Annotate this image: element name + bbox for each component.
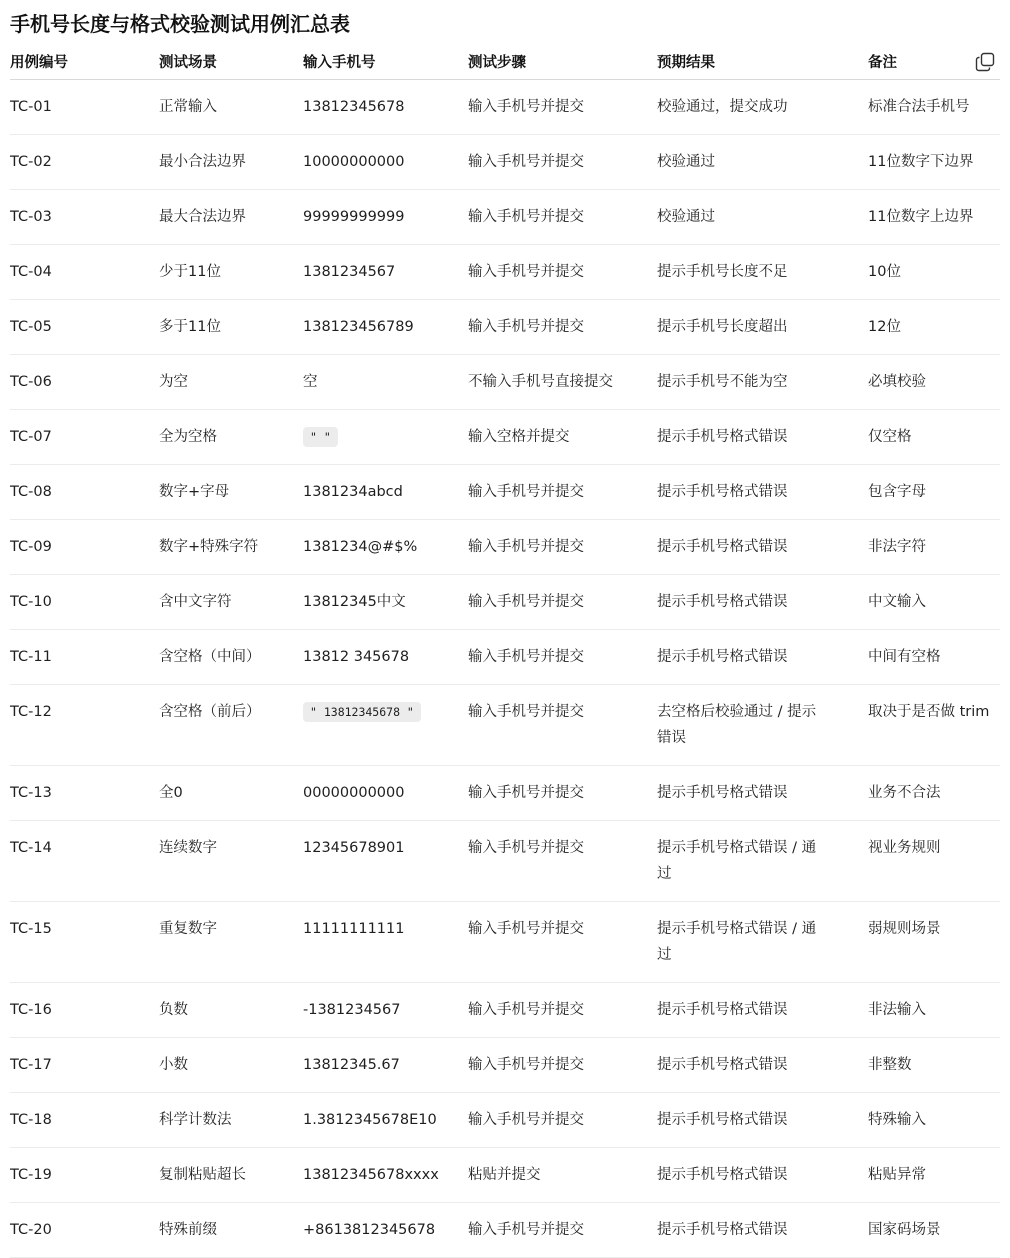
cell-expected xyxy=(657,1038,868,1093)
cell-case-id: TC-03 xyxy=(10,190,159,245)
cell-note: 必填校验 xyxy=(868,355,1000,410)
header-case-id: 用例编号 xyxy=(10,43,159,80)
cell-expected xyxy=(657,300,868,355)
page-title: 手机号长度与格式校验测试用例汇总表 xyxy=(10,12,350,36)
header-scenario: 测试场景 xyxy=(159,43,303,80)
cell-case-id: TC-17 xyxy=(10,1038,159,1093)
table-row xyxy=(10,300,1000,355)
expected-line: 提示手机号长度超出 xyxy=(657,319,788,335)
cell-expected xyxy=(657,1093,868,1148)
cell-case-id: TC-07 xyxy=(10,410,159,465)
cell-scenario: 含空格（前后） xyxy=(159,685,303,766)
table-row xyxy=(10,80,1000,135)
cell-input: 00000000000 xyxy=(303,766,468,821)
cell-note: 11位数字下边界 xyxy=(868,135,1000,190)
expected-line: 过 xyxy=(657,866,672,882)
cell-input: 1381234567 xyxy=(303,245,468,300)
cell-note: 标准合法手机号 xyxy=(868,80,1000,135)
cell-input: 99999999999 xyxy=(303,190,468,245)
expected-line: 提示手机号格式错误 xyxy=(657,1167,788,1183)
cell-input: 1.3812345678E10 xyxy=(303,1093,468,1148)
cell-expected xyxy=(657,135,868,190)
cell-input xyxy=(303,410,468,465)
expected-line: 提示手机号格式错误 / 通 xyxy=(657,921,817,937)
cell-input: 13812345中文 xyxy=(303,575,468,630)
cell-scenario: 特殊前缀 xyxy=(159,1203,303,1258)
cell-case-id: TC-06 xyxy=(10,355,159,410)
cell-note: 取决于是否做 trim xyxy=(868,685,1000,766)
table-row xyxy=(10,1148,1000,1203)
cell-steps: 输入手机号并提交 xyxy=(468,300,657,355)
header-steps: 测试步骤 xyxy=(468,43,657,80)
cell-steps: 输入空格并提交 xyxy=(468,410,657,465)
cell-scenario: 全0 xyxy=(159,766,303,821)
expected-line: 提示手机号不能为空 xyxy=(657,374,788,390)
expected-line: 提示手机号格式错误 xyxy=(657,649,788,665)
cell-case-id: TC-13 xyxy=(10,766,159,821)
cell-note: 中文输入 xyxy=(868,575,1000,630)
cell-case-id: TC-04 xyxy=(10,245,159,300)
cell-case-id: TC-02 xyxy=(10,135,159,190)
expected-line: 提示手机号格式错误 xyxy=(657,539,788,555)
table-row xyxy=(10,685,1000,766)
table-row xyxy=(10,821,1000,902)
cell-steps: 输入手机号并提交 xyxy=(468,821,657,902)
cell-input: 13812345.67 xyxy=(303,1038,468,1093)
cell-scenario: 连续数字 xyxy=(159,821,303,902)
cell-input: 10000000000 xyxy=(303,135,468,190)
cell-steps: 输入手机号并提交 xyxy=(468,766,657,821)
cell-note: 12位 xyxy=(868,300,1000,355)
cell-expected xyxy=(657,465,868,520)
cell-steps: 输入手机号并提交 xyxy=(468,465,657,520)
cell-case-id: TC-10 xyxy=(10,575,159,630)
cell-scenario: 负数 xyxy=(159,983,303,1038)
cell-expected xyxy=(657,1148,868,1203)
table-row xyxy=(10,245,1000,300)
cell-input xyxy=(303,685,468,766)
cell-expected xyxy=(657,983,868,1038)
expected-line: 去空格后校验通过 / 提示 xyxy=(657,704,817,720)
cell-note: 仅空格 xyxy=(868,410,1000,465)
cell-case-id: TC-15 xyxy=(10,902,159,983)
cell-scenario: 重复数字 xyxy=(159,902,303,983)
expected-line: 提示手机号格式错误 xyxy=(657,785,788,801)
input-code-value: " " xyxy=(303,427,338,447)
cell-scenario: 最小合法边界 xyxy=(159,135,303,190)
cell-expected xyxy=(657,821,868,902)
cell-note: 视业务规则 xyxy=(868,821,1000,902)
table-row xyxy=(10,1038,1000,1093)
cell-expected xyxy=(657,245,868,300)
cell-input: 11111111111 xyxy=(303,902,468,983)
cell-scenario: 全为空格 xyxy=(159,410,303,465)
cell-case-id: TC-01 xyxy=(10,80,159,135)
cell-steps: 输入手机号并提交 xyxy=(468,575,657,630)
table-row xyxy=(10,1203,1000,1258)
cell-expected xyxy=(657,355,868,410)
cell-case-id: TC-14 xyxy=(10,821,159,902)
cell-input: +8613812345678 xyxy=(303,1203,468,1258)
cell-steps: 输入手机号并提交 xyxy=(468,685,657,766)
cell-expected xyxy=(657,1203,868,1258)
expected-line: 提示手机号格式错误 xyxy=(657,1002,788,1018)
cell-input: 13812345678 xyxy=(303,80,468,135)
cell-note: 国家码场景 xyxy=(868,1203,1000,1258)
cell-scenario: 复制粘贴超长 xyxy=(159,1148,303,1203)
cell-input: 1381234abcd xyxy=(303,465,468,520)
cell-note: 非法输入 xyxy=(868,983,1000,1038)
cell-steps: 输入手机号并提交 xyxy=(468,80,657,135)
cell-note: 非整数 xyxy=(868,1038,1000,1093)
cell-case-id: TC-08 xyxy=(10,465,159,520)
cell-scenario: 多于11位 xyxy=(159,300,303,355)
expected-line: 提示手机号格式错误 xyxy=(657,1112,788,1128)
cell-expected xyxy=(657,630,868,685)
cell-steps: 粘贴并提交 xyxy=(468,1148,657,1203)
expected-line: 提示手机号格式错误 xyxy=(657,594,788,610)
cell-scenario: 含空格（中间） xyxy=(159,630,303,685)
cell-expected xyxy=(657,80,868,135)
cell-scenario: 含中文字符 xyxy=(159,575,303,630)
table-header-row xyxy=(10,43,1000,80)
expected-line: 提示手机号格式错误 xyxy=(657,1057,788,1073)
cell-scenario: 最大合法边界 xyxy=(159,190,303,245)
cell-steps: 输入手机号并提交 xyxy=(468,1038,657,1093)
header-expected: 预期结果 xyxy=(657,43,868,80)
test-case-table xyxy=(10,43,1000,1258)
cell-input: 13812 345678 xyxy=(303,630,468,685)
cell-input: -1381234567 xyxy=(303,983,468,1038)
table-row xyxy=(10,766,1000,821)
cell-note: 粘贴异常 xyxy=(868,1148,1000,1203)
cell-steps: 输入手机号并提交 xyxy=(468,902,657,983)
table-row xyxy=(10,465,1000,520)
cell-note: 业务不合法 xyxy=(868,766,1000,821)
table-row xyxy=(10,1093,1000,1148)
cell-case-id: TC-11 xyxy=(10,630,159,685)
cell-expected xyxy=(657,190,868,245)
cell-case-id: TC-09 xyxy=(10,520,159,575)
table-row xyxy=(10,410,1000,465)
cell-scenario: 科学计数法 xyxy=(159,1093,303,1148)
cell-input: 138123456789 xyxy=(303,300,468,355)
cell-case-id: TC-05 xyxy=(10,300,159,355)
expected-line: 提示手机号格式错误 xyxy=(657,1222,788,1238)
cell-case-id: TC-20 xyxy=(10,1203,159,1258)
cell-note: 非法字符 xyxy=(868,520,1000,575)
table-row xyxy=(10,575,1000,630)
cell-steps: 输入手机号并提交 xyxy=(468,983,657,1038)
table-row xyxy=(10,355,1000,410)
expected-line: 错误 xyxy=(657,730,686,746)
cell-expected xyxy=(657,902,868,983)
table-row xyxy=(10,630,1000,685)
cell-steps: 输入手机号并提交 xyxy=(468,1203,657,1258)
cell-scenario: 正常输入 xyxy=(159,80,303,135)
header-input: 输入手机号 xyxy=(303,43,468,80)
cell-expected xyxy=(657,766,868,821)
cell-input: 13812345678xxxx xyxy=(303,1148,468,1203)
table-row xyxy=(10,520,1000,575)
expected-line: 提示手机号格式错误 xyxy=(657,429,788,445)
cell-steps: 输入手机号并提交 xyxy=(468,630,657,685)
expected-line: 提示手机号格式错误 xyxy=(657,484,788,500)
expected-line: 校验通过，提交成功 xyxy=(657,99,788,115)
expected-line: 校验通过 xyxy=(657,209,715,225)
table-row xyxy=(10,902,1000,983)
cell-steps: 输入手机号并提交 xyxy=(468,135,657,190)
cell-steps: 输入手机号并提交 xyxy=(468,520,657,575)
cell-note: 弱规则场景 xyxy=(868,902,1000,983)
cell-expected xyxy=(657,685,868,766)
expected-line: 校验通过 xyxy=(657,154,715,170)
header-note: 备注 xyxy=(868,43,1000,80)
cell-steps: 输入手机号并提交 xyxy=(468,245,657,300)
cell-case-id: TC-19 xyxy=(10,1148,159,1203)
cell-note: 10位 xyxy=(868,245,1000,300)
cell-steps: 输入手机号并提交 xyxy=(468,1093,657,1148)
table-row xyxy=(10,135,1000,190)
cell-expected xyxy=(657,410,868,465)
cell-input: 1381234@#$% xyxy=(303,520,468,575)
cell-note: 中间有空格 xyxy=(868,630,1000,685)
cell-note: 包含字母 xyxy=(868,465,1000,520)
table-row xyxy=(10,190,1000,245)
cell-scenario: 数字+字母 xyxy=(159,465,303,520)
cell-expected xyxy=(657,520,868,575)
cell-scenario: 少于11位 xyxy=(159,245,303,300)
cell-expected xyxy=(657,575,868,630)
cell-steps: 输入手机号并提交 xyxy=(468,190,657,245)
cell-note: 11位数字上边界 xyxy=(868,190,1000,245)
cell-case-id: TC-12 xyxy=(10,685,159,766)
cell-note: 特殊输入 xyxy=(868,1093,1000,1148)
cell-steps: 不输入手机号直接提交 xyxy=(468,355,657,410)
expected-line: 过 xyxy=(657,947,672,963)
cell-scenario: 为空 xyxy=(159,355,303,410)
expected-line: 提示手机号长度不足 xyxy=(657,264,788,280)
cell-input: 空 xyxy=(303,355,468,410)
cell-case-id: TC-18 xyxy=(10,1093,159,1148)
input-code-value: " 13812345678 " xyxy=(303,702,421,722)
cell-scenario: 数字+特殊字符 xyxy=(159,520,303,575)
cell-input: 12345678901 xyxy=(303,821,468,902)
cell-scenario: 小数 xyxy=(159,1038,303,1093)
expected-line: 提示手机号格式错误 / 通 xyxy=(657,840,817,856)
table-row xyxy=(10,983,1000,1038)
cell-case-id: TC-16 xyxy=(10,983,159,1038)
